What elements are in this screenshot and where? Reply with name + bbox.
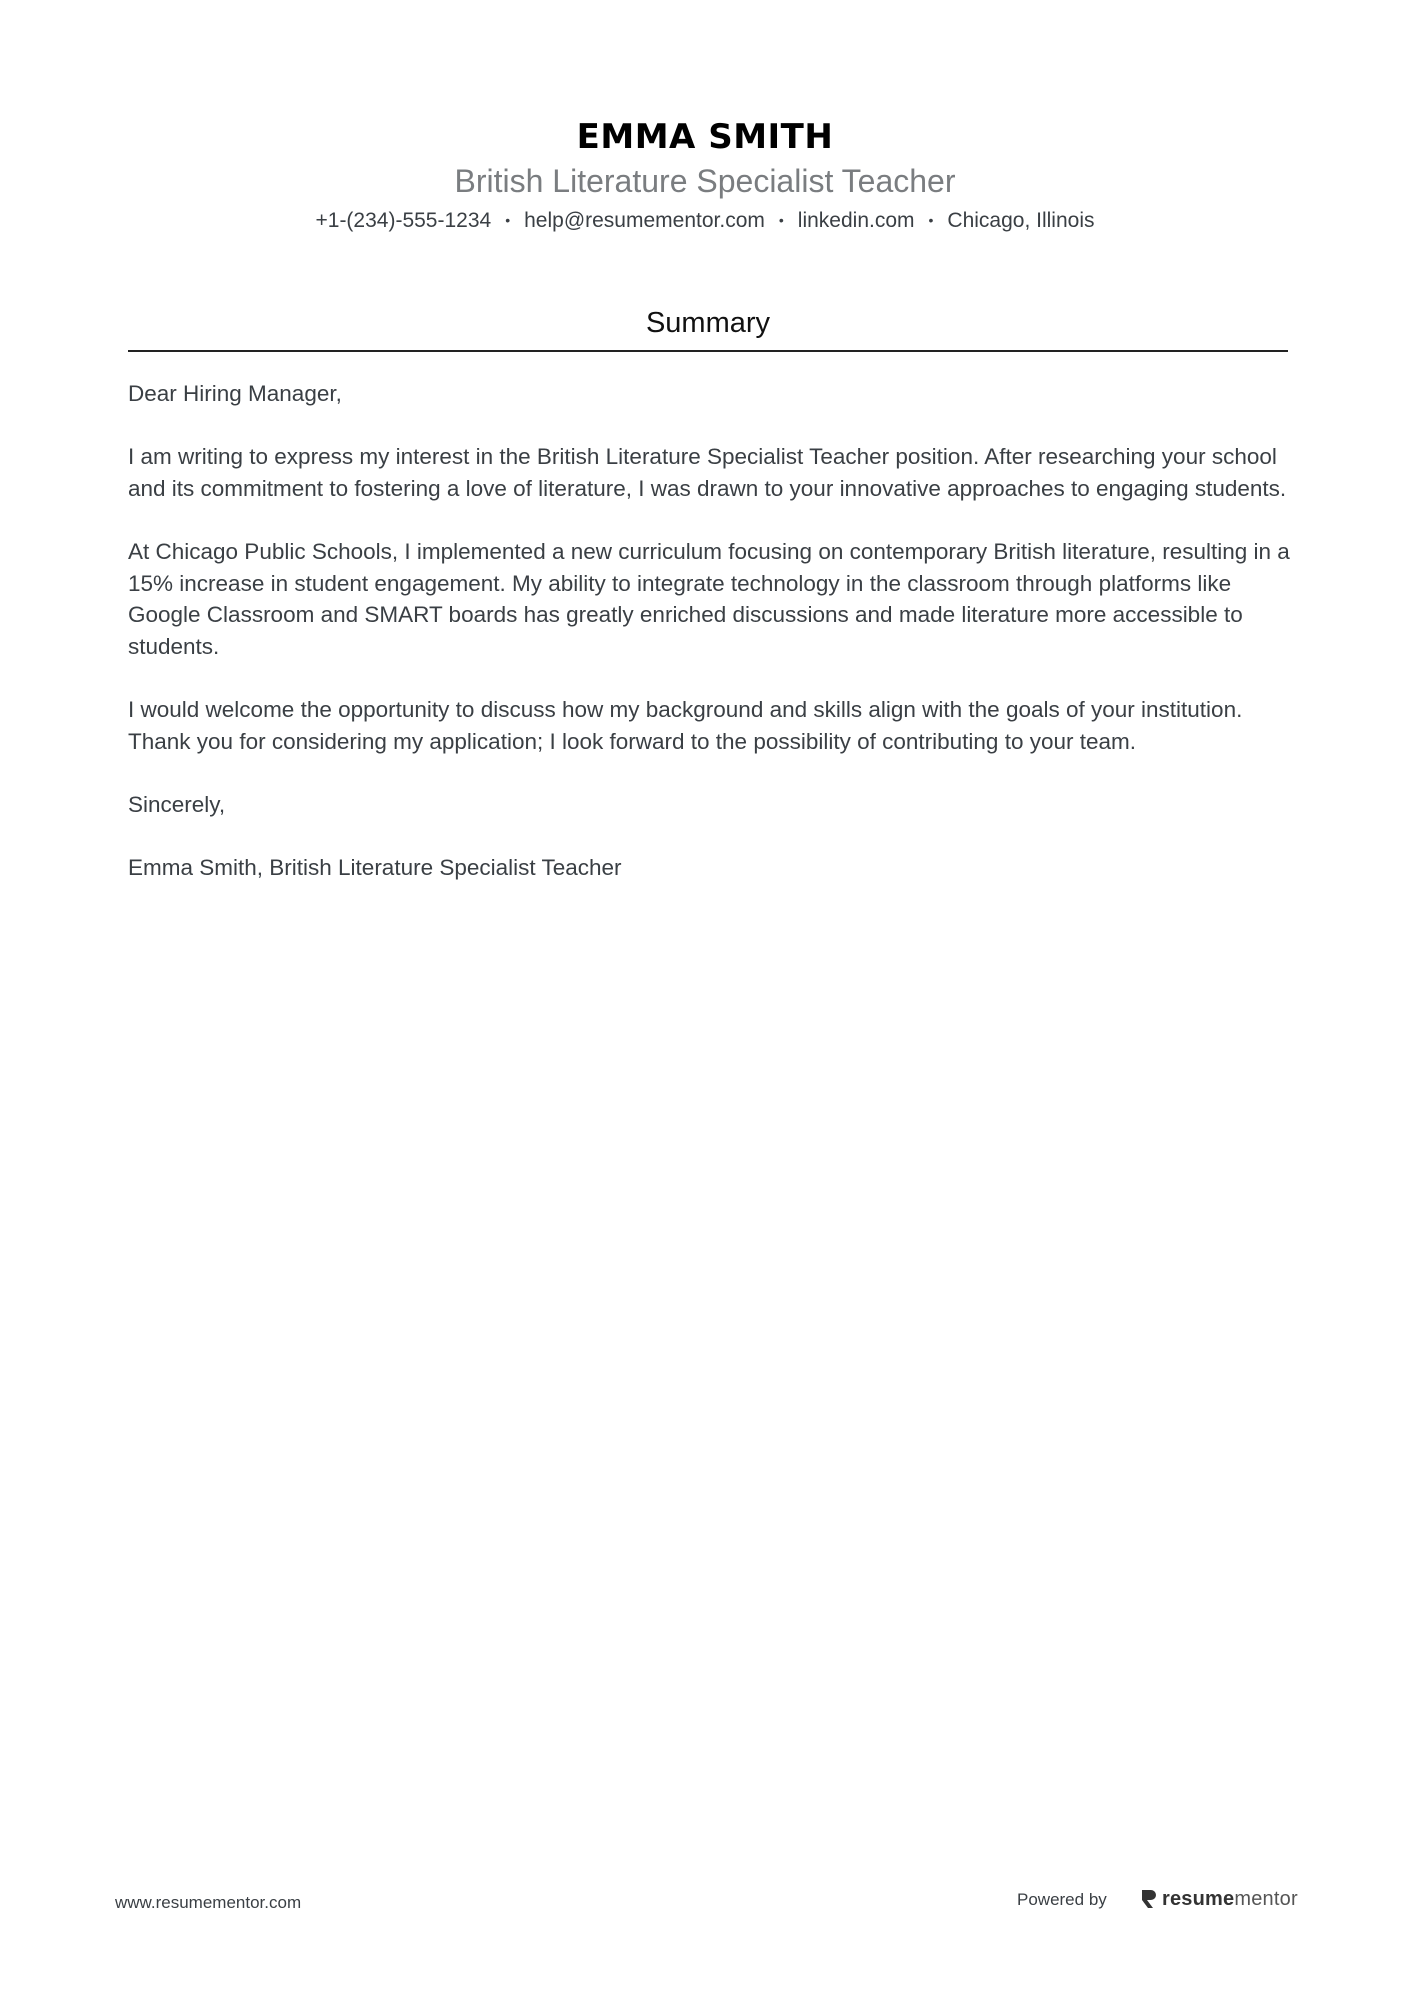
contact-location: Chicago, Illinois: [947, 209, 1095, 232]
contact-separator: •: [778, 212, 784, 228]
contact-line: [0, 206, 1410, 235]
contact-website[interactable]: linkedin.com: [797, 209, 915, 232]
contact-phone: +1-(234)-555-1234: [315, 209, 492, 232]
letter-paragraph: I am writing to express my interest in the British Literature Specialist Teacher position. After researching your school and its commitment to fostering a love of literature, I was drawn to your innovative approaches to engaging students.: [128, 444, 1287, 501]
brand-logo[interactable]: [1140, 1886, 1298, 1912]
powered-by-label: Powered by: [1017, 1890, 1107, 1909]
letter-greeting: Dear Hiring Manager,: [128, 381, 342, 406]
letter-paragraph: At Chicago Public Schools, I implemented a new curriculum focusing on contemporary British literature, resulting in a 15% increase in student engagement. My ability to integrate technology in the classroom through platforms like Google Classroom and SMART boards has greatly enriched discussions and made literature more accessible to students.: [128, 538, 1290, 659]
letter-body: [128, 378, 1293, 915]
footer-website-link[interactable]: www.resumementor.com: [115, 1893, 302, 1912]
applicant-name: EMMA SMITH: [576, 117, 834, 157]
letter-signature: Emma Smith, British Literature Specialist Teacher: [128, 854, 622, 880]
applicant-role: British Literature Specialist Teacher: [454, 163, 956, 199]
contact-separator: •: [928, 212, 934, 228]
brand-wordmark: [1162, 1888, 1298, 1911]
contact-email[interactable]: help@resumementor.com: [524, 209, 765, 232]
contact-separator: •: [505, 212, 511, 228]
letter-closing: Sincerely,: [128, 791, 226, 817]
brand-wordmark-bold: resume: [1162, 1887, 1235, 1910]
resumementor-logo-icon: [1140, 1888, 1158, 1910]
section-title-summary: Summary: [645, 307, 771, 339]
letter-paragraph: I would welcome the opportunity to discuss how my background and skills align with the goals of your institution. Thank you for considering my application; I look forward to the possibility of contributing to your team.: [128, 696, 1243, 754]
brand-wordmark-light: mentor: [1234, 1887, 1298, 1910]
section-divider: [128, 350, 1288, 352]
letter-header: [0, 112, 1410, 235]
